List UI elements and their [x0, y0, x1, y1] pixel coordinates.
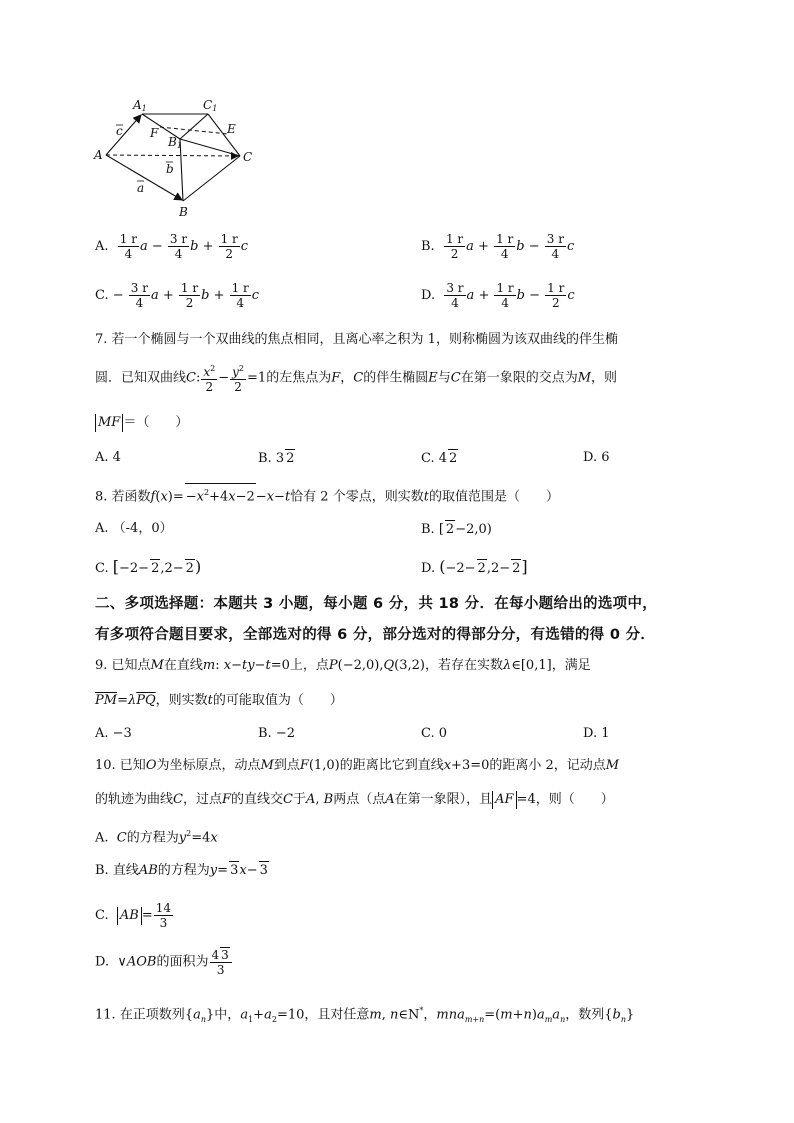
- q9-line1: 9. 已知点M在直线m: x−ty−t=0上，点P(−2,0),Q(3,2)，若存在实数λ∈[0,1]，满足: [95, 658, 591, 673]
- q7-option-c[interactable]: C. 4 2: [421, 451, 458, 466]
- q9-option-a[interactable]: A. −3: [95, 726, 132, 741]
- label-b: B: [179, 205, 188, 219]
- q8-option-d[interactable]: D. (−2− 2,2− 2]: [421, 557, 528, 576]
- q9-option-b[interactable]: B. −2: [258, 726, 295, 741]
- label-a: A: [94, 148, 103, 162]
- q10-line1: 10. 已知O为坐标原点，动点M到点F(1,0)的距离比它到直线x+3=0的距离小 2，记动点M: [95, 758, 620, 773]
- q9-option-d[interactable]: D. 1: [583, 726, 610, 741]
- q6-option-b[interactable]: B. $\frac{1 r}{2}$ a + $\frac{1 r}{4}$ b − $\frac{3 r}{4}$ c: [421, 232, 575, 261]
- q6-option-d[interactable]: D. $\frac{3 r}{4}$ a + $\frac{1 r}{4}$ b − $\frac{1 r}{2}$ c: [421, 281, 575, 310]
- q7-line1: 7. 若一个椭圆与一个双曲线的焦点相同，且离心率之积为 1，则称椭圆为该双曲线的伴生椭: [95, 332, 618, 347]
- q6-option-a[interactable]: A. $\frac{1 r}{4}$ a − $\frac{3 r}{4}$ b + $\frac{1 r}{2}$ c: [95, 232, 249, 261]
- q7-line3: MF ＝（ ）: [95, 414, 188, 432]
- q10-option-b[interactable]: B. 直线AB的方程为y= 3x− 3: [95, 863, 268, 878]
- q9-line2: $\overline{PM}=\lambda\overline{PQ}$，则实数t的可能取值为（ ）: [95, 693, 343, 708]
- label-b1: B1: [168, 135, 182, 150]
- q10-option-c[interactable]: C. AB = $\frac{14}{3}$: [95, 901, 172, 930]
- q7-option-d[interactable]: D. 6: [583, 450, 610, 465]
- q10-line2: 的轨迹为曲线C，过点F的直线交C于A, B两点（点A在第一象限），且 AF =4，则（ ）: [95, 792, 614, 807]
- q7-option-a[interactable]: A. 4: [95, 450, 121, 465]
- section2-line1: 二、多项选择题：本题共 3 小题，每小题 6 分，共 18 分．在每小题给出的选项中，: [95, 596, 658, 612]
- q8-option-a[interactable]: A. （-4，0）: [95, 521, 173, 536]
- q8-option-c[interactable]: C. [−2− 2,2− 2): [95, 557, 202, 576]
- section2-line2: 有多项符合题目要求，全部选对的得 6 分，部分选对的得部分分，有选错的得 0 分．: [95, 627, 656, 643]
- geometry-figure: [90, 95, 270, 225]
- label-c1: C1: [203, 98, 218, 113]
- vector-b-label: b: [166, 162, 174, 176]
- q8-stem: 8. 若函数$f(x)= -x^2+4x-2-x-t$恰有 2 个零点，则实数t的取值范围是（ ）: [95, 483, 559, 506]
- vector-c-label: c: [116, 124, 123, 138]
- q7-line2: 圆．已知双曲线C: $\frac{x^2}{2}$ − $\frac{y^2}{2}$ =1的左焦点为F，C的伴生椭圆E与C在第一象限的交点为M，则: [95, 364, 618, 394]
- q10-option-d[interactable]: D. ∨AOB的面积为 $\frac{4 3}{3}$: [95, 947, 233, 977]
- label-a1: A1: [133, 98, 147, 113]
- q8-option-b[interactable]: B. [ 2−2,0): [421, 522, 492, 537]
- q10-option-a[interactable]: A. C的方程为$y^2=4x$: [95, 829, 218, 846]
- q6-option-c[interactable]: C. − $\frac{3 r}{4}$ a + $\frac{1 r}{2}$ b + $\frac{1 r}{4}$ c: [95, 281, 260, 310]
- label-e: E: [227, 122, 236, 136]
- label-c: C: [243, 150, 253, 164]
- q9-option-c[interactable]: C. 0: [421, 726, 448, 741]
- q7-option-b[interactable]: B. 3 2: [258, 451, 295, 466]
- q11-line1: 11. 在正项数列$\{a_n\}$中，$a_1+a_2=10$，且对任意m, n∈N*，$mna_{m+n}=(m+n)a_ma_n$，数列$\{b_n\}$: [95, 1006, 635, 1024]
- vector-a-label: a: [137, 181, 145, 195]
- label-f: F: [150, 126, 159, 140]
